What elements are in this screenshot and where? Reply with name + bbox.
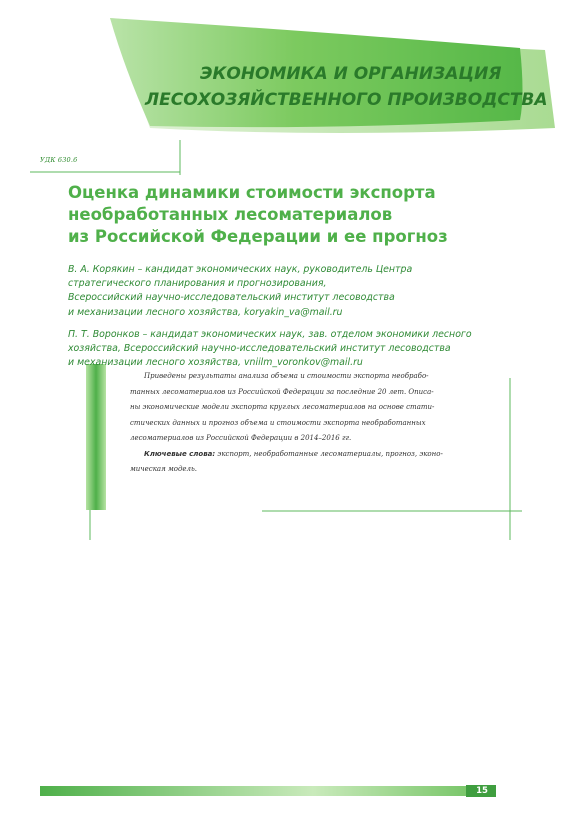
keywords-line-2: мическая модель. [130,465,198,473]
keywords-text: экспорт, необработанные лесоматериалы, прогноз, эконо- [215,449,443,458]
title-line: из Российской Федерации и ее прогноз [68,227,448,246]
title-line: Оценка динамики стоимости экспорта [68,183,436,202]
author-line: и механизации лесного хозяйства, vniilm_voronkov@mail.ru [68,357,363,369]
author-block-2 [68,328,538,371]
author-block-1 [68,263,538,320]
author-line: В. А. Корякин – кандидат экономических наук, руководитель Центра [68,264,413,275]
footer-bar [40,786,495,796]
author-line: и механизации лесного хозяйства, koryakin_va@mail.ru [68,306,343,318]
article-title [68,182,528,248]
abstract-line: танных лесоматериалов из Российской Федерации за последние 20 лет. Описа- [130,387,434,396]
abstract-line: стических данных и прогноз объема и стоимости экспорта необработанных [130,418,426,427]
udk-code: УДК 630.6 [40,156,78,164]
section-title-line1: ЭКОНОМИКА И ОРГАНИЗАЦИЯ [200,64,502,84]
author-line: П. Т. Воронков – кандидат экономических наук, зав. отделом экономики лесного [68,329,472,340]
abstract-accent-bar [86,364,106,510]
abstract-line: лесоматериалов из Российской Федерации в 2014–2016 гг. [130,434,352,442]
author-line: хозяйства, Всероссийский научно-исследовательский институт лесоводства [68,343,451,355]
abstract-line: Приведены результаты анализа объема и стоимости экспорта необрабо- [144,372,429,380]
keywords-label: Ключевые слова: [144,449,216,458]
title-line: необработанных лесоматериалов [68,205,393,224]
page-number: 15 [476,786,488,796]
section-title-line2: ЛЕСОХОЗЯЙСТВЕННОГО ПРОИЗВОДСТВА [145,90,548,110]
abstract [130,369,460,478]
author-line: Всероссийский научно-исследовательский институт лесоводства [68,292,395,304]
abstract-line: ны экономические модели экспорта круглых лесоматериалов на основе стати- [130,403,435,411]
author-line: стратегического планирования и прогнозирования, [68,278,327,290]
keywords-line [130,447,460,463]
